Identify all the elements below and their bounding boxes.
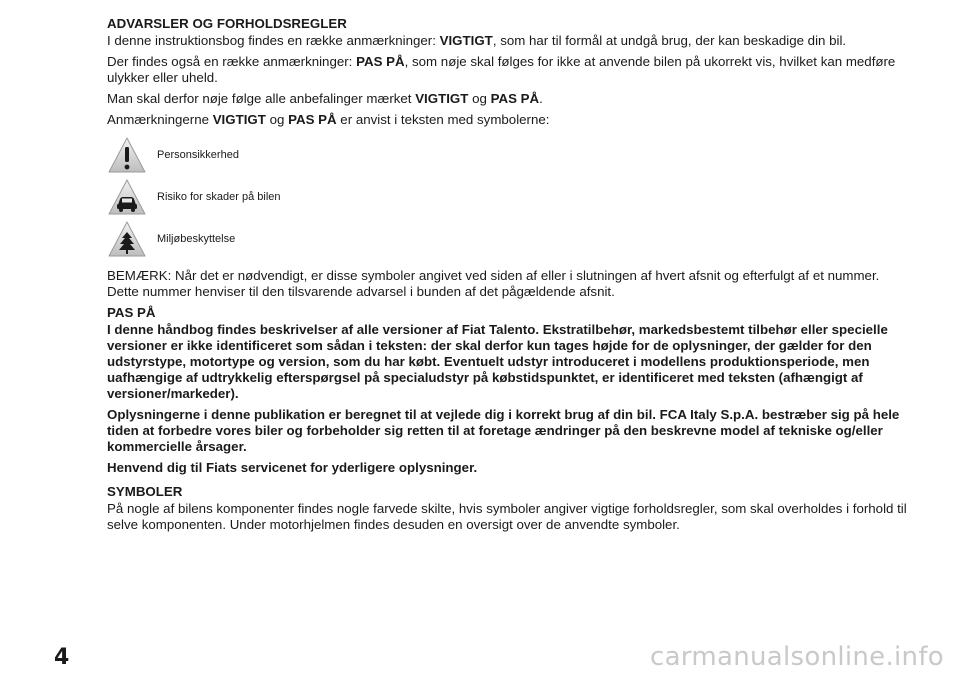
symbol-row-environment <box>107 218 907 260</box>
section-title: ADVARSLER OG FORHOLDSREGLER <box>107 16 347 31</box>
symbol-label: Risiko for skader på bilen <box>157 191 281 203</box>
page-number: 4 <box>54 645 70 670</box>
keyword-pas-paa: PAS PÅ <box>356 54 405 69</box>
pas-paa-paragraph-1: I denne håndbog findes beskrivelser af alle versioner af Fiat Talento. Ekstratilbehør, markedsbestemt tilbehør eller specielle versioner er ikke identificeret som sådan i teksten: der skal derfor kun tages højde for de oplysninger, der gælder for den udstyrstype, motortype og version, som du har købt. Eventuelt udstyr introduceret i modellens produktionsperiode, men uafhængige af udtrykkelig efterspørgsel på specialudstyr på købstidspunktet, er identificeret med teksten (afhængigt af versioner/markeder). <box>107 322 888 401</box>
warning-exclamation-icon <box>107 136 147 174</box>
symbol-row-personal-safety <box>107 134 907 176</box>
keyword-vigtigt: VIGTIGT <box>439 33 493 48</box>
pas-paa-heading: PAS PÅ <box>107 305 156 320</box>
environment-tree-icon <box>107 220 147 258</box>
symbol-row-vehicle-damage <box>107 176 907 218</box>
intro-paragraph-3: Man skal derfor nøje følge alle anbefalinger mærket VIGTIGT og PAS PÅ. <box>107 91 543 106</box>
car-damage-icon <box>107 178 147 216</box>
symbol-label: Personsikkerhed <box>157 149 239 161</box>
symboler-heading: SYMBOLER <box>107 484 183 499</box>
pas-paa-paragraph-3: Henvend dig til Fiats servicenet for yderligere oplysninger. <box>107 460 478 475</box>
symboler-paragraph: På nogle af bilens komponenter findes nogle farvede skilte, hvis symboler angiver vigtige forholdsregler, som skal overholdes i forhold til selve komponenten. Under motorhjelmen findes desuden en oversigt over de anvendte symboler. <box>107 501 907 532</box>
intro-paragraph-1: I denne instruktionsbog findes en række anmærkninger: VIGTIGT, som har til formål at undgå brug, der kan beskadige din bil. <box>107 33 847 48</box>
page-content <box>107 16 907 538</box>
note-paragraph: BEMÆRK: Når det er nødvendigt, er disse symboler angivet ved siden af eller i slutningen af hvert afsnit og efterfulgt af et nummer. Dette nummer henviser til den tilsvarende advarsel i bunden af det pågældende afsnit. <box>107 268 880 299</box>
symbol-list <box>107 134 907 260</box>
symbol-label: Miljøbeskyttelse <box>157 233 236 245</box>
intro-paragraph-4: Anmærkningerne VIGTIGT og PAS PÅ er anvist i teksten med symbolerne: <box>107 112 550 127</box>
intro-paragraph-2: Der findes også en række anmærkninger: PAS PÅ, som nøje skal følges for ikke at anvende bilen på ukorrekt vis, hvilket kan medføre ulykker eller uheld. <box>107 54 896 85</box>
pas-paa-paragraph-2: Oplysningerne i denne publikation er beregnet til at vejlede dig i korrekt brug af din bil. FCA Italy S.p.A. bestræber sig på hele tiden at forbedre vores biler og forbeholder sig retten til at foretage ændringer på den beskrevne model af tekniske og/eller kommercielle årsager. <box>107 407 900 454</box>
watermark: carmanualsonline.info <box>649 642 944 672</box>
